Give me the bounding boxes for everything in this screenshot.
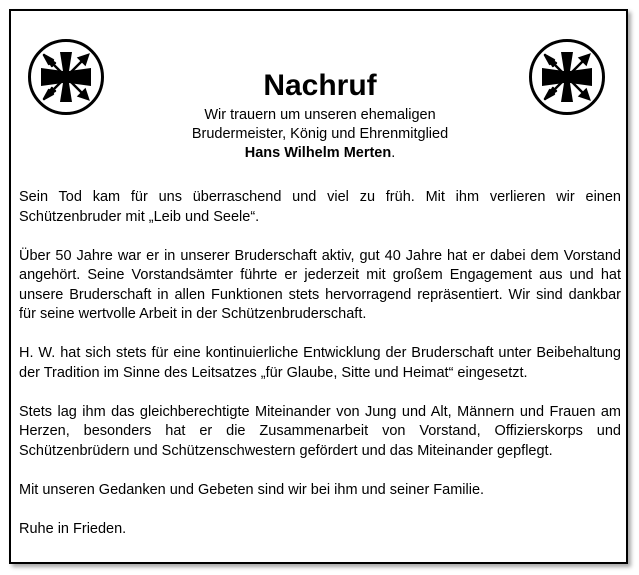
paragraph-5: Mit unseren Gedanken und Gebeten sind wir bei ihm und seiner Familie. <box>19 481 485 498</box>
obituary-body <box>19 188 621 559</box>
page-title: Nachruf <box>263 69 377 102</box>
paragraph-1: Sein Tod kam für uns überraschend und viel zu früh. Mit ihm verlieren wir einen Schützenbruder mit „Leib und Seele“. <box>19 189 621 225</box>
cross-arrows-emblem-icon <box>528 38 606 116</box>
paragraph-2: Über 50 Jahre war er in unserer Bruderschaft aktiv, gut 40 Jahre hat er dabei dem Vorstand angehört. Seine Vorstandsämter führte er jederzeit mit großem Engagement aus und hat unsere Bruderschaft in allen Funktionen stets hervorragend repräsentiert. Wir sind dankbar für seine wertvolle Arbeit in der Schützenbruderschaft. <box>19 247 621 322</box>
deceased-name-line <box>120 144 520 163</box>
paragraph-3: H. W. hat sich stets für eine kontinuierliche Entwicklung der Bruderschaft unter Beibehaltung der Tradition im Sinne des Leitsatzes „für Glaube, Sitte und Heimat“ eingesetzt. <box>19 345 621 381</box>
subtitle-line-2: Brudermeister, König und Ehrenmitglied <box>191 126 449 142</box>
deceased-name-suffix: . <box>391 145 396 161</box>
paragraph-6: Ruhe in Frieden. <box>19 520 127 537</box>
deceased-name: Hans Wilhelm Merten <box>244 145 392 161</box>
obituary-header <box>120 66 520 163</box>
paragraph-4: Stets lag ihm das gleichberechtigte Miteinander von Jung und Alt, Männern und Frauen am Herzen, besonders hat er die Zusammenarbeit von Vorstand, Offizierskorps und Schützenbrüdern und Schützenschwestern gefördert und das Miteinander gepflegt. <box>19 403 621 459</box>
cross-arrows-emblem-icon <box>27 38 105 116</box>
subtitle-line-1: Wir trauern um unseren ehemaligen <box>204 107 436 123</box>
